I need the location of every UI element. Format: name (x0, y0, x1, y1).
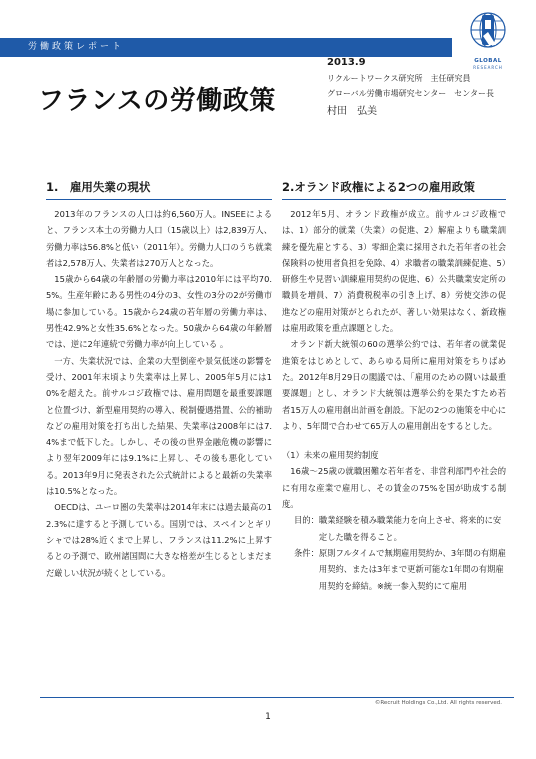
page-number: 1 (265, 712, 271, 722)
footer-divider (40, 697, 514, 698)
page-title: フランスの労働政策 (38, 86, 276, 116)
section-heading-1: 1. 雇用失業の現状 (46, 179, 272, 200)
paragraph: OECDは、ユーロ圏の失業率は2014年末には過去最高の12.3%に達すると予測している。国別では、スペインとギリシャでは28%近くまで上昇し、フランスは11.2%に上昇するとの予測で、欧州諸国間に大きな格差が生じるとしまだまだ厳しい状況が続くとしている。 (46, 502, 272, 578)
paragraph: 一方、失業状況では、企業の大型倒産や景気低迷の影響を受け、2001年末頃より失業率は上昇し、2005年5月には10%を超えた。前サルコジ政権では、雇用問題を最重要課題と位置づけ、新型雇用契約の導入、税制優遇措置、公的補助などの雇用対策を打ち出した結果、失業率は2008年には7.4%まで低下した。しかし、その後の世界金融危機の影響により翌年2009年には9.1%に上昇し、その後も悪化している。2013年9月に発表された公式統計によると最新の失業率は10.5%となった。 (46, 355, 272, 497)
definition-value: 原則フルタイムで無期雇用契約か、3年間の有期雇用契約、または3年まで更新可能な1年間の有期雇用契約を締結。※統一参入契約にて雇用 (318, 547, 506, 591)
copyright-notice: ©Recruit Holdings Co.,Ltd. All rights reserved. (374, 700, 502, 706)
series-label: 労働政策レポート (28, 42, 125, 52)
definition-key: 目的： (294, 515, 319, 526)
author-name: 村田 弘美 (327, 106, 377, 117)
logo-text: GLOBAL (474, 58, 502, 64)
definition-value: 職業経験を積み職業能力を向上させ、将来的に安定した職を得ること。 (318, 515, 502, 542)
section-heading-2: 2.オランド政権による2つの雇用政策 (282, 179, 506, 200)
series-banner (0, 38, 452, 57)
definition-key: 条件： (294, 547, 319, 558)
right-column (282, 179, 506, 594)
author-affiliation-1: リクルートワークス研究所 主任研究員 (327, 74, 471, 83)
paragraph: 2012年5月、オランド政権が成立。前サルコジ政権では、1）部分的就業（失業）の促進、2）解雇よりも職業訓練を優先雇とする、3）零細企業に採用された若年者の社会保険料の使用者負担を免除、4）求職者の職業訓練促進、5）研修生や見習い訓練雇用契約の促進、6）公共職業安定所の職員を増員、7）消費税税率の引き上げ、8）労使交渉の促進などの雇用対策がとられたが、著しい効果はなく、新政権は雇用政策を重点課題とした。 (282, 209, 506, 334)
subsection-heading: （1）未来の雇用契約制度 (282, 450, 379, 461)
paragraph: 16歳～25歳の就職困難な若年者を、非営利部門や社会的に有用な産業で雇用し、その賃金の75%を国が助成する制度。 (282, 466, 506, 510)
author-affiliation-2: グローバル労働市場研究センター センター長 (327, 89, 494, 98)
definition-item (282, 545, 506, 594)
paragraph: 2013年のフランスの人口は約6,560万人。INSEEによると、フランス本土の労働力人口（15歳以上）は2,839万人、労働力率は56.8%と低い（2011年）。労働力人口のうち就業者は2,578万人、失業者は270万人となった。 (46, 209, 272, 268)
paragraph: 15歳から64歳の年齢層の労働力率は2010年には平均70.5%。生産年齢にある男性の4分の3、女性の3分の2が労働市場に参加している。15歳から24歳の若年層の労働力率は、男性42.9%と女性35.6%となった。50歳から64歳の年齢層では、逆に2年連続で労働力率が向上している 。 (46, 274, 272, 350)
left-column (46, 179, 272, 581)
definition-item (282, 512, 506, 545)
logo-subtext: RESEARCH (473, 65, 503, 70)
paragraph: オランド新大統領の60の選挙公約では、若年者の就業促進策をはじめとして、あらゆる局所に雇用対策をちりばめた。2012年8月29日の閣議では、「雇用のための闘いは最重要課題」とし、オランド大統領は選挙公約を果たすため若者15万人の雇用創出計画を創設。下記の2つの施策を中心により、5年間で合わせて65万人の雇用創出をするとした。 (282, 339, 506, 431)
publication-date: 2013.9 (327, 57, 366, 68)
